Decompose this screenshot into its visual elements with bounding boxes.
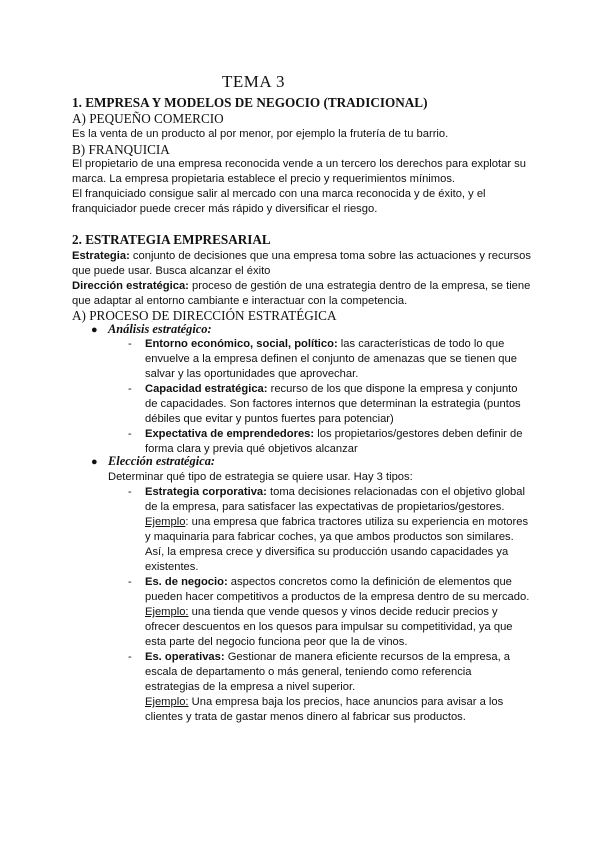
- dash-icon: -: [128, 651, 132, 663]
- pequeno-comercio-text: Es la venta de un producto al por menor, por ejemplo la frutería de tu barrio.: [72, 128, 449, 140]
- example-cont: ofrecer descuentos en los quesos para impulsar su competitividad, ya que: [145, 621, 513, 633]
- analisis-item-cont: salvar y las oportunidades que aprovechar.: [145, 368, 359, 380]
- eleccion-item-cont: estrategias de la empresa a nivel superior.: [145, 681, 356, 693]
- item-text: aspectos concretos como la definición de elementos que: [227, 576, 512, 588]
- item-text: toma decisiones relacionadas con el objetivo global: [266, 486, 525, 498]
- franquicia-line: franquiciador puede crecer más rápido y diversificar el riesgo.: [72, 203, 378, 215]
- direccion-definition-cont: que adaptar al entorno cambiante e interactuar con la competencia.: [72, 295, 408, 307]
- eleccion-item-cont: de la empresa, para satisfacer las expectativas de propietarios/gestores.: [145, 501, 505, 513]
- eleccion-label: Elección estratégica:: [108, 454, 216, 468]
- estrategia-definition: [72, 249, 531, 264]
- eleccion-item-cont: escala de departamento o más general, teniendo como referencia: [145, 666, 472, 678]
- item-term: Es. operativas:: [145, 651, 225, 663]
- franquicia-line: El franquiciado consigue salir al mercado con una marca reconocida y de éxito, y el: [72, 188, 486, 200]
- analisis-label: Análisis estratégico:: [108, 322, 212, 336]
- example-line: [145, 515, 528, 530]
- section-1-heading: 1. EMPRESA Y MODELOS DE NEGOCIO (TRADICIONAL): [72, 95, 428, 110]
- franquicia-line: marca. La empresa propietaria establece el precio y requerimientos mínimos.: [72, 173, 456, 185]
- example-cont: clientes y trata de gastar menos dinero al fabricar sus productos.: [145, 711, 466, 723]
- example-label: Ejemplo: [145, 516, 186, 528]
- item-text: Gestionar de manera eficiente recursos de la empresa, a: [224, 651, 511, 663]
- definition-text: conjunto de decisiones que una empresa toma sobre las actuaciones y recursos: [129, 250, 531, 262]
- item-term: Capacidad estratégica:: [145, 383, 268, 395]
- item-text: las características de todo lo que: [337, 338, 505, 350]
- analisis-item: [145, 382, 518, 397]
- example-cont: y maquinaria para fabricar coches, ya que ambos productos son similares.: [145, 531, 514, 543]
- item-term: Estrategia corporativa:: [145, 486, 267, 498]
- estrategia-term: Estrategia:: [72, 250, 130, 262]
- example-line: [145, 695, 503, 710]
- estrategia-definition-cont: que puede usar. Busca alcanzar el éxito: [72, 265, 271, 277]
- example-text: Una empresa baja los precios, hace anuncios para avisar a los: [188, 696, 504, 708]
- dash-icon: -: [128, 486, 132, 498]
- analisis-item-cont: débiles que evitar y puntos fuertes para potenciar): [145, 413, 394, 425]
- analisis-item-cont: forma clara y previa qué objetivos alcanzar: [145, 443, 358, 455]
- eleccion-item: [145, 650, 510, 665]
- subsection-a-heading: A) PEQUEÑO COMERCIO: [72, 111, 224, 126]
- eleccion-intro: Determinar qué tipo de estrategia se quiere usar. Hay 3 tipos:: [108, 471, 413, 483]
- item-term: Expectativa de emprendedores:: [145, 428, 315, 440]
- page-title: TEMA 3: [222, 72, 285, 91]
- section-2-heading: 2. ESTRATEGIA EMPRESARIAL: [72, 232, 271, 247]
- analisis-item-cont: envuelve a la empresa definen el conjunto de amenazas que se tienen que: [145, 353, 517, 365]
- dash-icon: -: [128, 338, 132, 350]
- franquicia-line: El propietario de una empresa reconocida vende a un tercero los derechos para explotar su: [72, 158, 526, 170]
- dash-icon: -: [128, 576, 132, 588]
- item-term: Entorno económico, social, político:: [145, 338, 338, 350]
- example-cont: esta parte del negocio funciona peor que la de vinos.: [145, 636, 408, 648]
- eleccion-item: [145, 485, 525, 500]
- direccion-definition: [72, 279, 530, 294]
- eleccion-item: [145, 575, 512, 590]
- example-label: Ejemplo:: [145, 696, 189, 708]
- bullet-icon: ●: [91, 456, 98, 468]
- item-text: recurso de los que dispone la empresa y conjunto: [267, 383, 518, 395]
- example-cont: existentes.: [145, 561, 199, 573]
- subsection-b-heading: B) FRANQUICIA: [72, 142, 170, 157]
- proceso-heading: A) PROCESO DE DIRECCIÓN ESTRATÉGICA: [72, 308, 337, 323]
- definition-text: proceso de gestión de una estrategia dentro de la empresa, se tiene: [188, 280, 531, 292]
- example-cont: Así, la empresa crece y diversifica su producción usando capacidades ya: [145, 546, 509, 558]
- bullet-icon: ●: [91, 324, 98, 336]
- analisis-item: [145, 427, 522, 442]
- eleccion-item-cont: pueden hacer competitivos a productos de la empresa dentro de su mercado.: [145, 591, 530, 603]
- analisis-item-cont: de capacidades. Son factores internos que determinan la estrategia (puntos: [145, 398, 521, 410]
- example-label: Ejemplo:: [145, 606, 189, 618]
- direccion-term: Dirección estratégica:: [72, 280, 189, 292]
- analisis-item: [145, 337, 504, 352]
- example-line: [145, 605, 498, 620]
- item-term: Es. de negocio:: [145, 576, 228, 588]
- example-text: una tienda que vende quesos y vinos decide reducir precios y: [188, 606, 498, 618]
- example-text: : una empresa que fabrica tractores utiliza su experiencia en motores: [185, 516, 529, 528]
- dash-icon: -: [128, 383, 132, 395]
- item-text: los propietarios/gestores deben definir de: [314, 428, 523, 440]
- dash-icon: -: [128, 428, 132, 440]
